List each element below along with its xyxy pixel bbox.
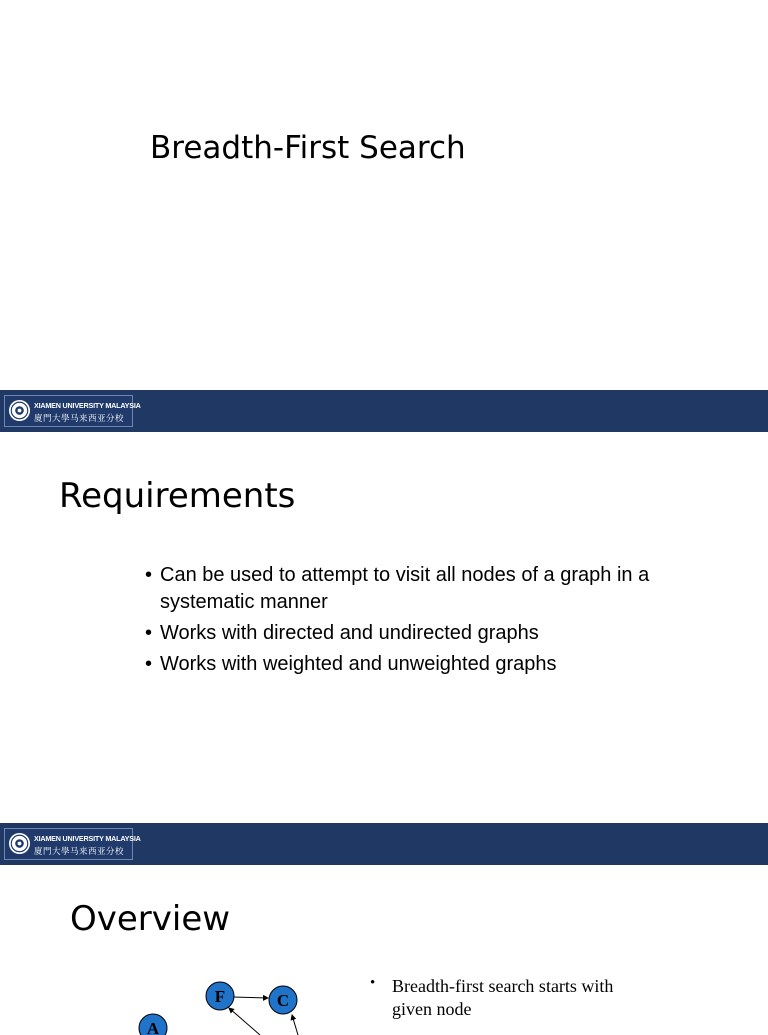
node-c-label: C (276, 991, 290, 1010)
slide-title: Breadth-First Search (150, 130, 466, 166)
edge-f-c (233, 997, 268, 998)
bullet-item: • Works with weighted and unweighted graphs (145, 651, 665, 678)
slide-3 (0, 865, 768, 1035)
bullet-list (145, 562, 665, 682)
slide-title: Requirements (59, 476, 296, 516)
university-logo (4, 395, 141, 427)
bullet-item: • Can be used to attempt to visit all nodes of a graph in a systematic manner (145, 562, 665, 616)
slide-2 (0, 432, 768, 822)
logo-chinese-text: 廈門大學马来西亚分校 (34, 847, 125, 857)
logo-english-text: XIAMEN UNIVERSITY MALAYSIA (34, 834, 141, 843)
logo-english-text: XIAMEN UNIVERSITY MALAYSIA (34, 401, 141, 410)
university-seal-icon (8, 832, 31, 855)
university-logo (4, 828, 141, 860)
bullet-item: • Works with directed and undirected graphs (145, 620, 665, 647)
edge-to-c (292, 1015, 298, 1035)
bullet-list (370, 975, 630, 1021)
bullet-item: • Breadth-first search starts with given node (370, 975, 630, 1021)
logo-chinese-text: 廈門大學马来西亚分校 (34, 414, 125, 424)
slide-1 (0, 0, 768, 390)
node-f-label: F (214, 987, 226, 1006)
node-a-label: A (146, 1019, 160, 1035)
university-seal-icon (8, 399, 31, 422)
university-banner (0, 823, 768, 865)
university-banner (0, 390, 768, 432)
graph-diagram (130, 975, 330, 1035)
edge-to-f (229, 1008, 260, 1035)
slide-title: Overview (70, 899, 231, 939)
